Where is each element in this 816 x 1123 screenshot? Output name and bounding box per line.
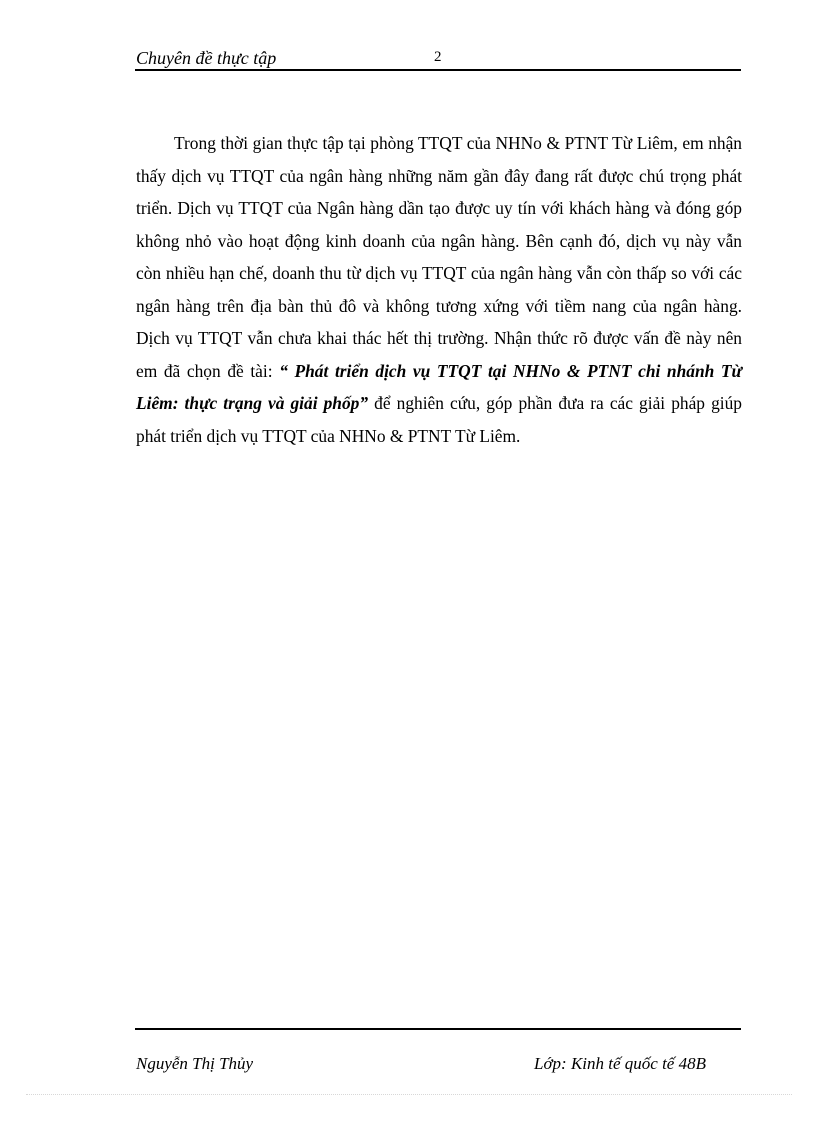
page-number: 2 bbox=[434, 49, 442, 65]
footer-rule bbox=[135, 1028, 741, 1030]
header-rule bbox=[135, 69, 741, 71]
header-title: Chuyên đề thực tập bbox=[136, 48, 277, 68]
paragraph-text-conclusion: để nghiên cứu, góp phần đưa ra các giải pháp giúp phát triển dịch vụ TTQT của NHNo & PTNT Từ Liêm. bbox=[136, 393, 742, 446]
footer-author: Nguyễn Thị Thủy bbox=[136, 1054, 254, 1073]
topic-title-emphasis: “ Phát triển dịch vụ TTQT tại NHNo & PTNT chi nhánh Từ Liêm: thực trạng và giải phốp” bbox=[136, 360, 742, 413]
paragraph-text-intro: Trong thời gian thực tập tại phòng TTQT của NHNo & PTNT Từ Liêm, em nhận thấy dịch vụ TTQT của ngân hàng những năm gần đây đang rất được chú trọng phát triển. Dịch vụ TTQT của Ngân hàng dần tạo được uy tín với khách hàng và đóng góp không nhỏ vào hoạt động kinh doanh của ngân hàng. Bên cạnh đó, dịch vụ này vẫn còn nhiều hạn chế, doanh thu từ dịch vụ TTQT của ngân hàng vẫn còn thấp so với các ngân hàng trên địa bàn thủ đô và không tương xứng với tiềm nang của ngân hàng. Dịch vụ TTQT vẫn chưa khai thác hết thị trường. Nhận thức rõ được vấn đề này nên em đã chọn đề tài: bbox=[136, 133, 742, 381]
body-paragraph bbox=[136, 127, 742, 452]
page-bottom-edge bbox=[26, 1094, 792, 1095]
footer-class-info: Lớp: Kinh tế quốc tế 48B bbox=[534, 1054, 706, 1073]
